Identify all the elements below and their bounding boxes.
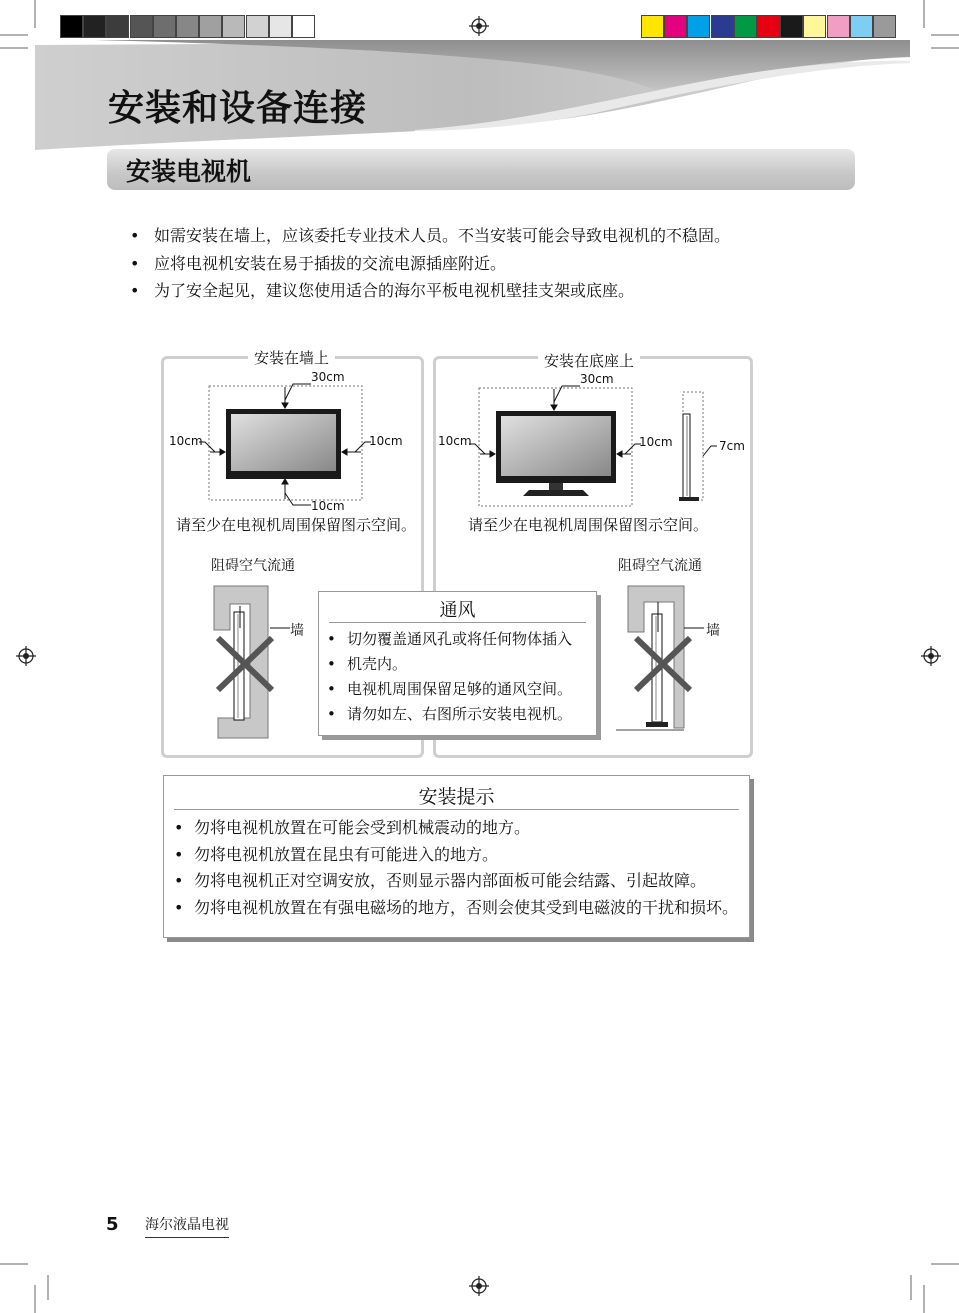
list-item: • 如需安装在墙上，应该委托专业技术人员。不当安装可能会导致电视机的不稳固。 (130, 222, 730, 250)
list-item: • 应将电视机安装在易于插拔的交流电源插座附近。 (130, 250, 730, 278)
list-item: • 勿将电视机放置在昆虫有可能进入的地方。 (174, 842, 738, 869)
list-item: • 勿将电视机正对空调安放，否则显示器内部面板可能会结露、引起故障。 (174, 868, 738, 895)
stand-left-clearance: 10cm (438, 434, 472, 448)
stand-top-clearance: 30cm (580, 372, 614, 386)
stand-side-clearance: 7cm (719, 439, 745, 453)
ventilation-box (318, 591, 597, 736)
wall-left-clearance: 10cm (169, 434, 203, 448)
stand-right-clearance: 10cm (639, 435, 673, 449)
list-item: • 电视机周围保留足够的通风空间。 (327, 677, 572, 702)
installation-tips-box (163, 775, 750, 938)
divider (174, 809, 739, 810)
list-item: • 勿将电视机放置在可能会受到机械震动的地方。 (174, 815, 738, 842)
wall-caption: 请至少在电视机周围保留图示空间。 (176, 516, 417, 534)
list-item-continuation: • 机壳内。 (327, 652, 572, 677)
wall-top-clearance: 30cm (311, 370, 345, 384)
page-title: 安装和设备连接 (108, 88, 368, 129)
footer-label: 海尔液晶电视 (145, 1214, 229, 1238)
list-item: • 为了安全起见，建议您使用适合的海尔平板电视机壁挂支架或底座。 (130, 277, 730, 305)
wall-enclosure-wrong-diagram (200, 578, 320, 748)
tips-title: 安装提示 (418, 786, 495, 808)
section-title: 安装电视机 (126, 157, 252, 186)
list-item: • 请勿如左、右图所示安装电视机。 (327, 702, 572, 727)
wall-label: 墙 (290, 623, 304, 639)
divider (329, 622, 586, 623)
wall-panel-title: 安装在墙上 (248, 347, 335, 368)
stand-wall-label: 墙 (706, 623, 720, 639)
wall-bottom-clearance: 10cm (311, 499, 345, 513)
stand-clearance-diagram (435, 370, 750, 520)
page-number: 5 (106, 1214, 119, 1235)
stand-panel-title: 安装在底座上 (538, 350, 640, 371)
intro-bullet-list (130, 222, 730, 305)
list-item: • 切勿覆盖通风孔或将任何物体插入 (327, 627, 572, 652)
ventilation-title: 通风 (439, 600, 476, 621)
stand-blocked-airflow-label: 阻碍空气流通 (618, 558, 702, 574)
wall-blocked-airflow-label: 阻碍空气流通 (211, 558, 295, 574)
list-item: • 勿将电视机放置在有强电磁场的地方，否则会使其受到电磁波的干扰和损坏。 (174, 895, 738, 922)
tips-list (174, 815, 738, 921)
stand-enclosure-wrong-diagram (612, 578, 732, 733)
ventilation-list (327, 627, 572, 727)
wall-right-clearance: 10cm (369, 434, 403, 448)
stand-caption: 请至少在电视机周围保留图示空间。 (468, 516, 709, 534)
